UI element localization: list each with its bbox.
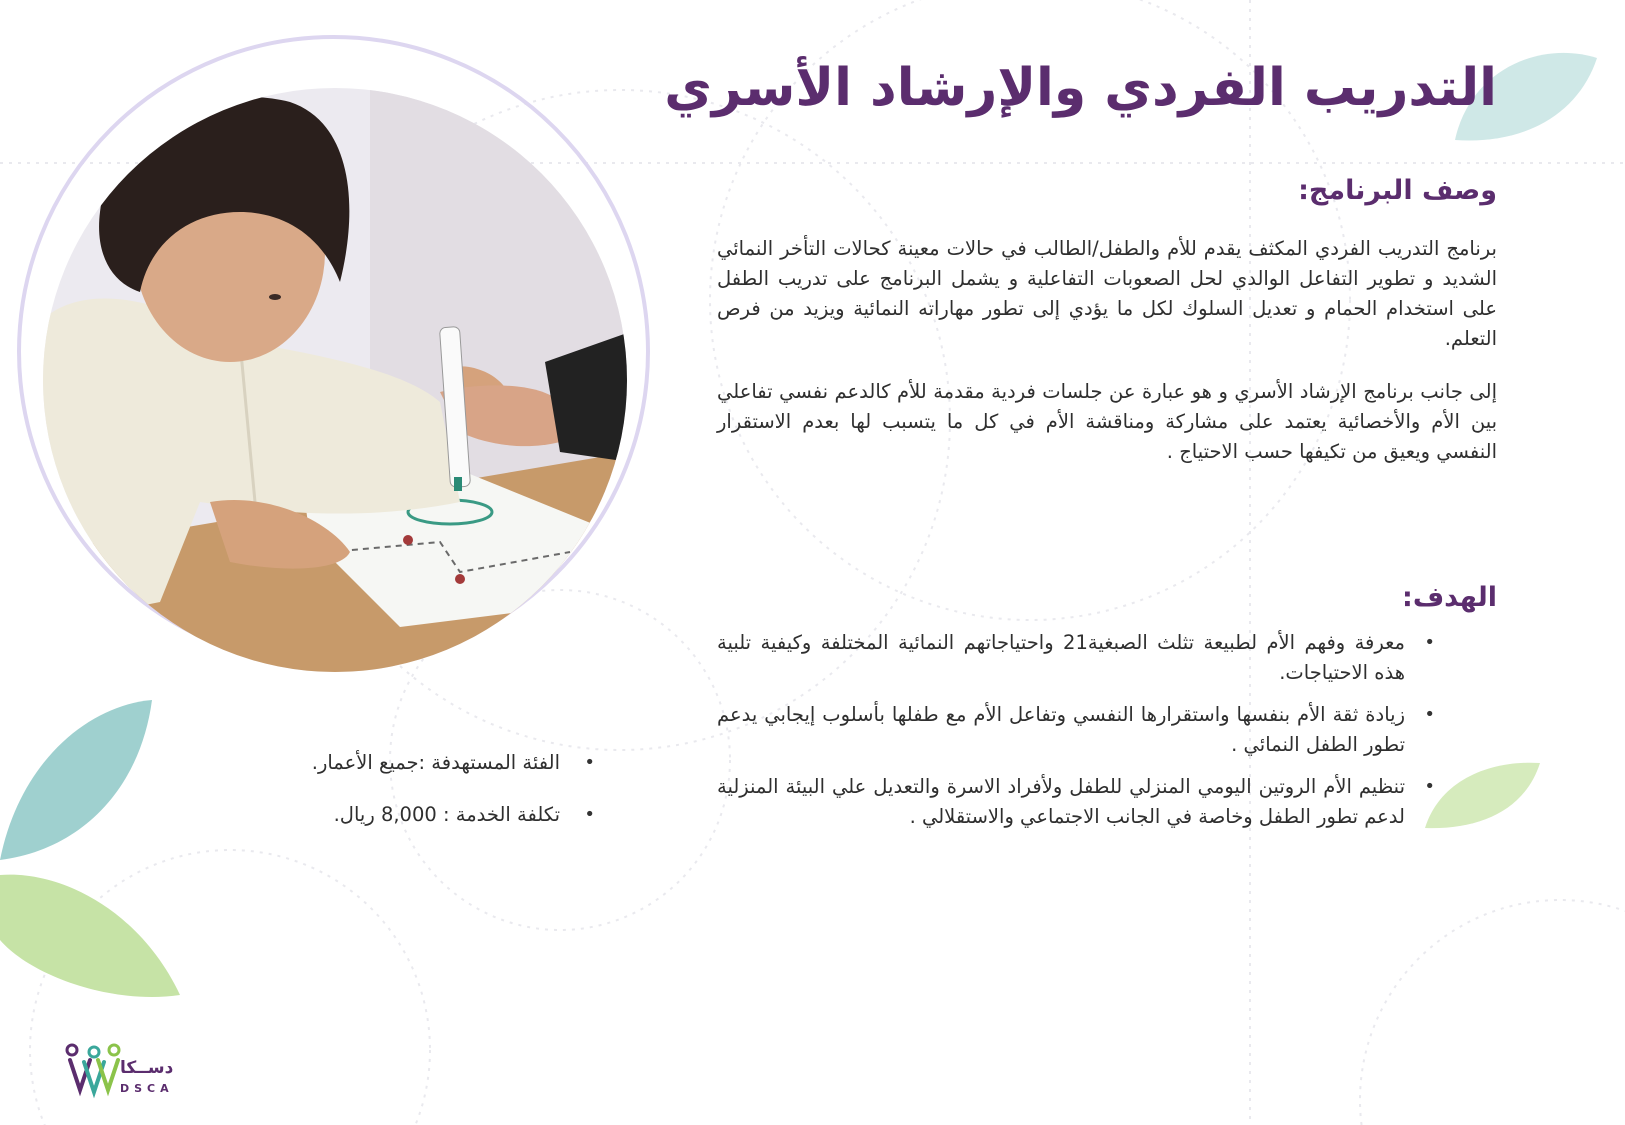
goal-text: زيادة ثقة الأم بنفسها واستقرارها النفسي وتفاعل الأم مع طفلها بأسلوب إيجابي يدعم تطور الطفل النمائي . — [717, 703, 1405, 756]
logo-text-english: DSCA — [120, 1082, 174, 1095]
goal-item — [717, 772, 1497, 832]
description-paragraph-2: إلى جانب برنامج الإرشاد الأسري و هو عبارة عن جلسات فردية مقدمة للأم كالدعم نفسي تفاعلي بين الأم والأخصائية يعتمد على مشاركة ومناقشة الأم في كل ما يتسبب لها بعدم الاستقرار النفسي ويعيق من تكيفها حسب الاحتياج . — [717, 380, 1497, 463]
description-paragraph-1: برنامج التدريب الفردي المكثف يقدم للأم والطفل/الطالب في حالات معينة كحالات التأخر النمائي الشديد و تطوير التفاعل الوالدي لحل الصعوبات التفاعلية و يشمل البرنامج على تدريب الطفل على استخدام الحمام و تعديل السلوك لكل ما يؤدي إلى تطور مهاراته النمائية ويزيد من فرص التعلم. — [717, 237, 1497, 350]
goal-text: تنظيم الأم الروتين اليومي المنزلي للطفل ولأفراد الاسرة والتعديل علي البيئة المنزلية لدعم تطور الطفل وخاصة في الجانب الاجتماعي والاستقلالي . — [717, 775, 1405, 828]
logo-text-arabic: دســكا — [120, 1058, 174, 1078]
bullet: • — [1424, 776, 1435, 797]
service-cost-item — [240, 800, 620, 830]
leaf-teal-left — [0, 700, 152, 860]
bullet: • — [584, 804, 595, 825]
goal-item — [717, 628, 1497, 688]
child-drawing-photo — [40, 82, 630, 679]
bullet: • — [1424, 704, 1435, 725]
bullet: • — [1424, 632, 1435, 653]
leaf-green-left — [0, 875, 180, 997]
goals-heading: الهدف: — [1402, 582, 1497, 613]
description-heading: وصف البرنامج: — [1298, 175, 1497, 206]
target-group-item — [240, 748, 620, 778]
target-group-text: الفئة المستهدفة :جميع الأعمار. — [311, 751, 560, 774]
goal-item — [717, 700, 1497, 760]
goals-list — [717, 628, 1497, 844]
service-info-list — [240, 748, 620, 852]
goal-text: معرفة وفهم الأم لطبيعة تثلث الصبغية21 واحتياجاتهم النمائية المختلفة وكيفية تلبية هذه الاحتياجات. — [717, 631, 1405, 684]
service-cost-text: تكلفة الخدمة : 8,000 ريال. — [333, 803, 560, 826]
page-title: التدريب الفردي والإرشاد الأسري — [664, 58, 1497, 118]
bullet: • — [584, 752, 595, 773]
